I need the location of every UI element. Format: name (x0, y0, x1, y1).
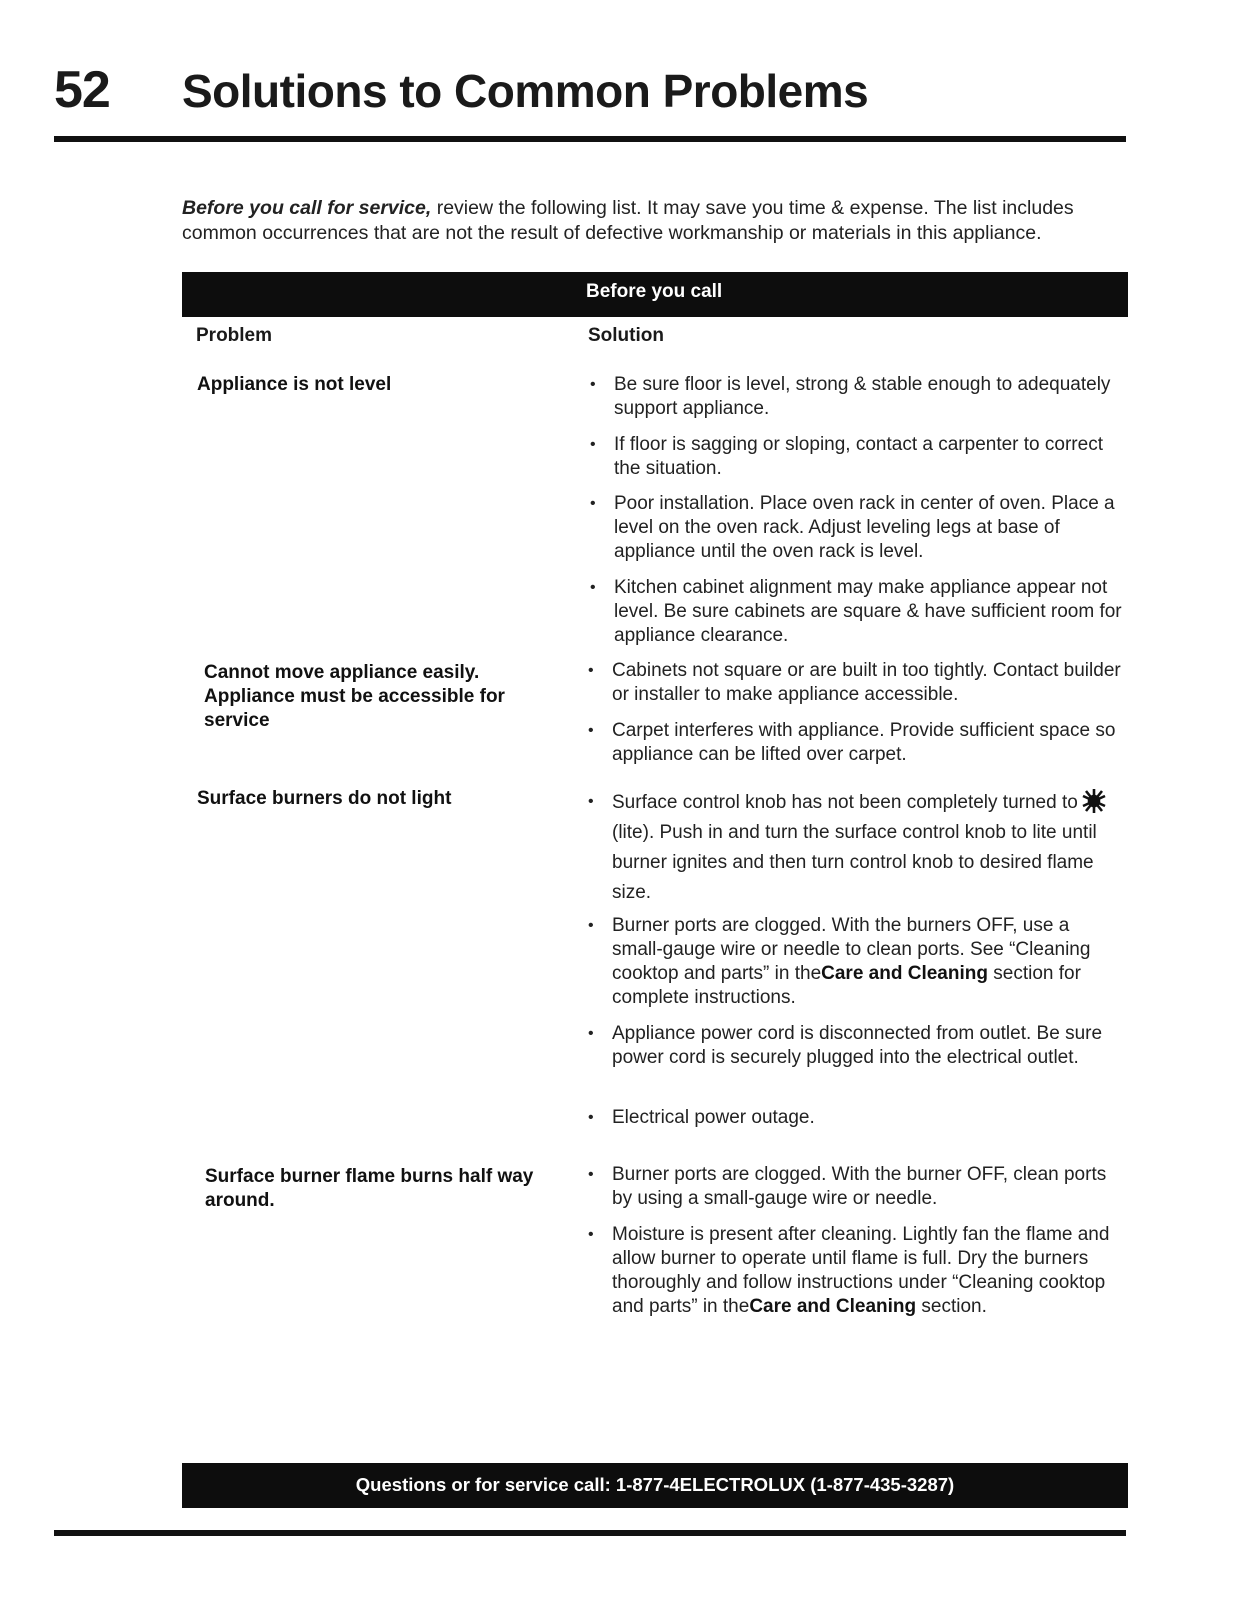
solution-text: section for complete instructions. (612, 963, 1081, 1008)
solution-text: Be sure floor is level, strong & stable enough to adequately support appliance. (614, 374, 1111, 419)
bullet-icon: • (588, 1226, 594, 1243)
intro-text: review the following list. It may save you time & expense. The list includes common occurrences that are not the result of defective workmanship or materials in this appliance. (182, 197, 1074, 244)
solution-item (588, 1223, 1122, 1319)
bullet-icon: • (588, 1025, 594, 1042)
service-footer-bar (182, 1463, 1128, 1508)
bullet-icon: • (590, 495, 596, 512)
solution-text: Cabinets not square or are built in too tightly. Contact builder or installer to make appliance accessible. (612, 660, 1121, 705)
page-number: 52 (54, 61, 110, 119)
bullet-icon: • (590, 436, 596, 453)
intro-lead: Before you call for service, (182, 197, 432, 219)
care-and-cleaning-ref: Care and Cleaning (749, 1296, 917, 1317)
solution-item (590, 576, 1124, 648)
solution-item (588, 719, 1122, 767)
solution-text: Poor installation. Place oven rack in center of oven. Place a level on the oven rack. Adjust leveling legs at base of appliance until the oven rack is level. (614, 493, 1115, 562)
solution-item (590, 373, 1124, 421)
service-phone-text: Questions or for service call: 1-877-4ELECTROLUX (1-877-435-3287) (355, 1474, 955, 1495)
bullet-icon: • (590, 579, 596, 596)
top-rule (54, 136, 1126, 142)
solution-item (588, 1163, 1122, 1211)
bullet-icon: • (590, 376, 596, 393)
table-banner (182, 272, 1128, 317)
solution-item (590, 492, 1124, 564)
column-header-problem: Problem (196, 325, 273, 346)
solution-text: Surface control knob has not been completely turned to (612, 792, 1078, 813)
page-title: Solutions to Common Problems (182, 65, 869, 117)
solution-text: Kitchen cabinet alignment may make appliance appear not level. Be sure cabinets are square & have sufficient room for appliance clearance. (614, 577, 1122, 646)
problem-label: Appliance is not level (197, 374, 392, 395)
column-header-solution: Solution (588, 325, 664, 346)
solution-text: Burner ports are clogged. With the burners OFF, use a small-gauge wire or needle to clean ports. See “Cleaning cooktop and parts” in the (612, 915, 1091, 984)
solution-item (588, 1022, 1122, 1070)
solution-text: Appliance power cord is disconnected from outlet. Be sure power cord is securely plugged into the electrical outlet. (612, 1023, 1103, 1068)
bullet-icon: • (588, 793, 594, 810)
table-banner-label: Before you call (586, 281, 723, 302)
solution-text: (lite). Push in and turn the surface control knob to lite until burner ignites and then turn control knob to desired flame size. (612, 822, 1097, 903)
bottom-rule (54, 1530, 1126, 1536)
solution-item (588, 914, 1122, 1010)
solution-text: Electrical power outage. (612, 1107, 815, 1128)
solution-item (588, 787, 1122, 908)
intro-paragraph (182, 196, 1122, 246)
solution-text: Carpet interferes with appliance. Provide sufficient space so appliance can be lifted over carpet. (612, 720, 1116, 765)
bullet-icon: • (588, 662, 594, 679)
care-and-cleaning-ref: Care and Cleaning (821, 963, 988, 984)
solution-text: Burner ports are clogged. With the burner OFF, clean ports by using a small-gauge wire or needle. (612, 1164, 1107, 1209)
bullet-icon: • (588, 1109, 594, 1126)
solution-text: section. (916, 1296, 987, 1317)
problem-label: Surface burners do not light (197, 788, 452, 809)
solution-text: Moisture is present after cleaning. Lightly fan the flame and allow burner to operate until flame is full. Dry the burners thoroughly and follow instructions under “Cleaning cooktop and parts” in the (612, 1224, 1110, 1317)
problem-label: Surface burner flame burns half way around. (205, 1166, 534, 1211)
solution-text: If floor is sagging or sloping, contact a carpenter to correct the situation. (614, 434, 1103, 479)
solution-item (588, 1106, 1122, 1130)
bullet-icon: • (588, 722, 594, 739)
bullet-icon: • (588, 1166, 594, 1183)
lite-flame-icon (1080, 787, 1108, 815)
solution-item (590, 433, 1124, 481)
bullet-icon: • (588, 917, 594, 934)
problem-label: Cannot move appliance easily. Appliance must be accessible for service (204, 662, 505, 731)
solution-item (588, 659, 1122, 707)
